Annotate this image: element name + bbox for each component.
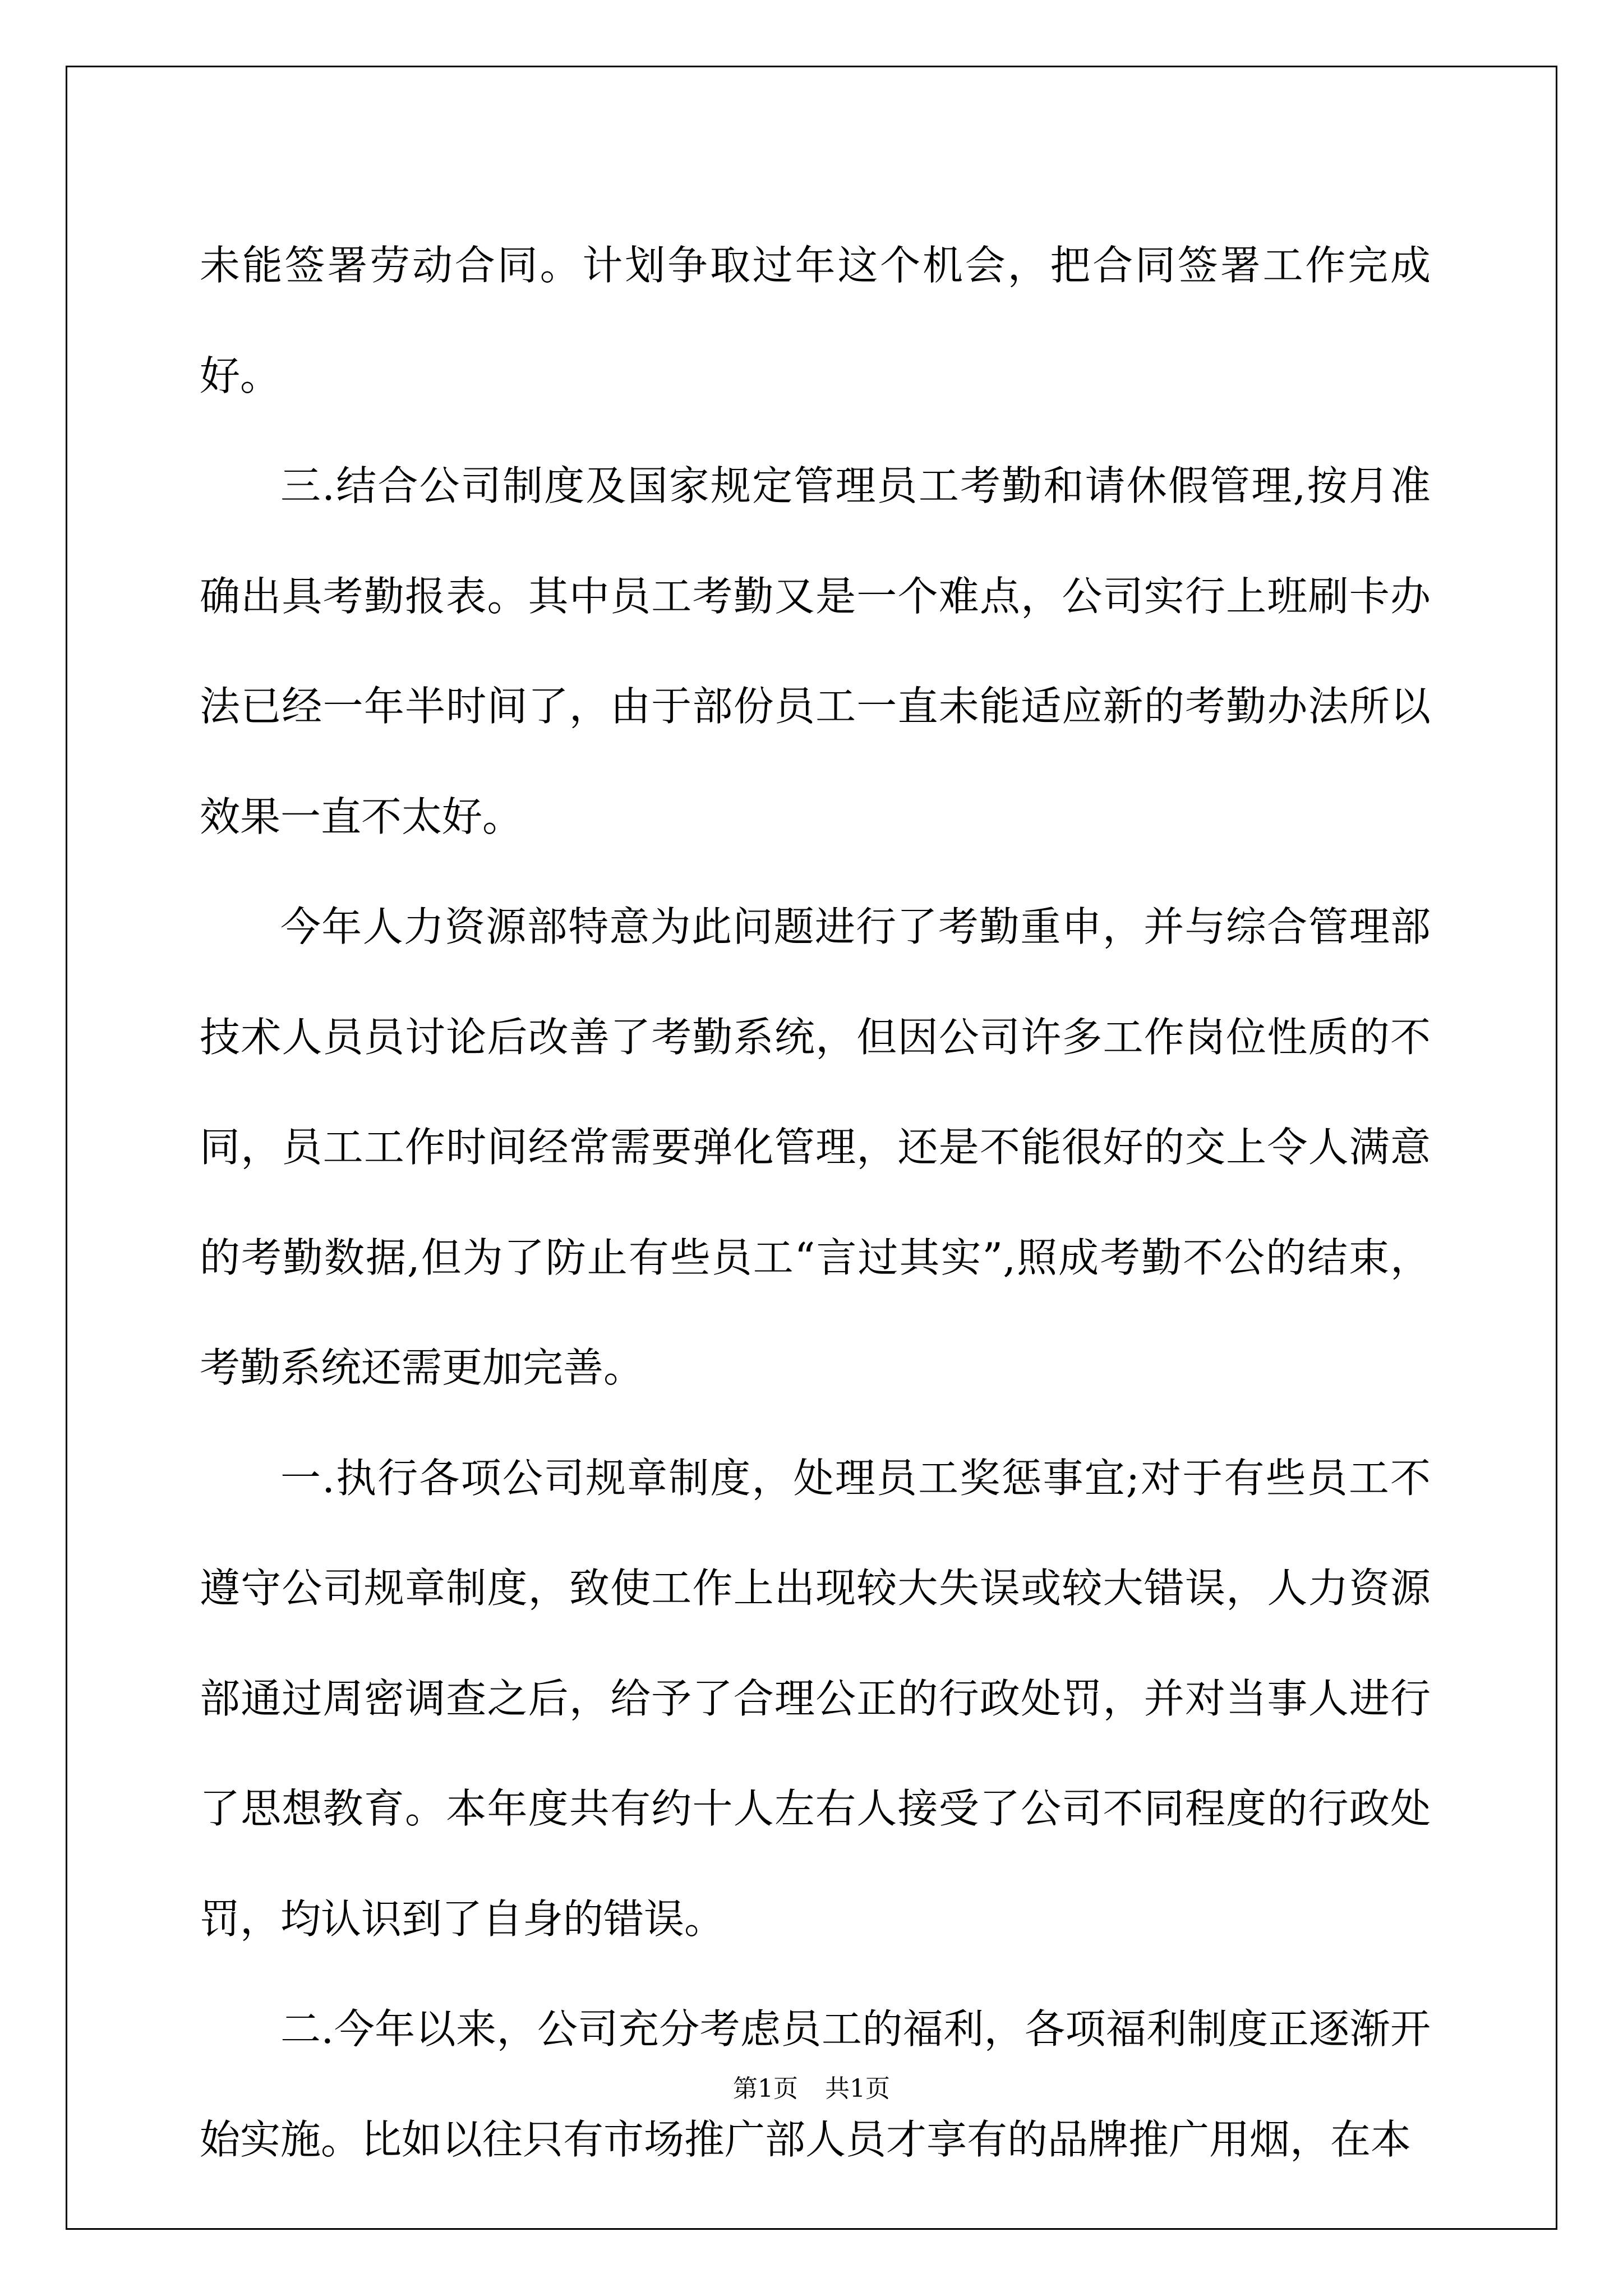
page-footer — [0, 2072, 1623, 2106]
page-total: 共1页 — [825, 2074, 890, 2103]
paragraph: 未能签署劳动合同。计划争取过年这个机会，把合同签署工作完成好。 — [200, 242, 1431, 399]
paragraph: 一.执行各项公司规章制度，处理员工奖惩事宜;对于有些员工不遵守公司规章制度，致使工作上出现较大失误或较大错误，人力资源部通过周密调查之后，给予了合理公正的行政处罚，并对当事人进行了思想教育。本年度共有约十人左右人接受了公司不同程度的行政处罚，均认识到了自身的错误。 — [200, 1454, 1431, 1943]
paragraph: 三.结合公司制度及国家规定管理员工考勤和请休假管理,按月准确出具考勤报表。其中员工考勤又是一个难点，公司实行上班刷卡办法已经一年半时间了，由于部份员工一直未能适应新的考勤办法所以效果一直不太好。 — [200, 462, 1431, 840]
document-body — [200, 210, 1431, 2194]
paragraph: 今年人力资源部特意为此问题进行了考勤重申，并与综合管理部技术人员员讨论后改善了考勤系统，但因公司许多工作岗位性质的不同，员工工作时间经常需要弹化管理，还是不能很好的交上令人满意的考勤数据,但为了防止有些员工“言过其实”,照成考勤不公的结束，考勤系统还需更加完善。 — [200, 903, 1431, 1391]
page-number: 第1页 — [733, 2074, 798, 2103]
paragraph: 二.今年以来，公司充分考虑员工的福利，各项福利制度正逐渐开始实施。比如以往只有市场推广部人员才享有的品牌推广用烟，在本 — [200, 2005, 1431, 2163]
